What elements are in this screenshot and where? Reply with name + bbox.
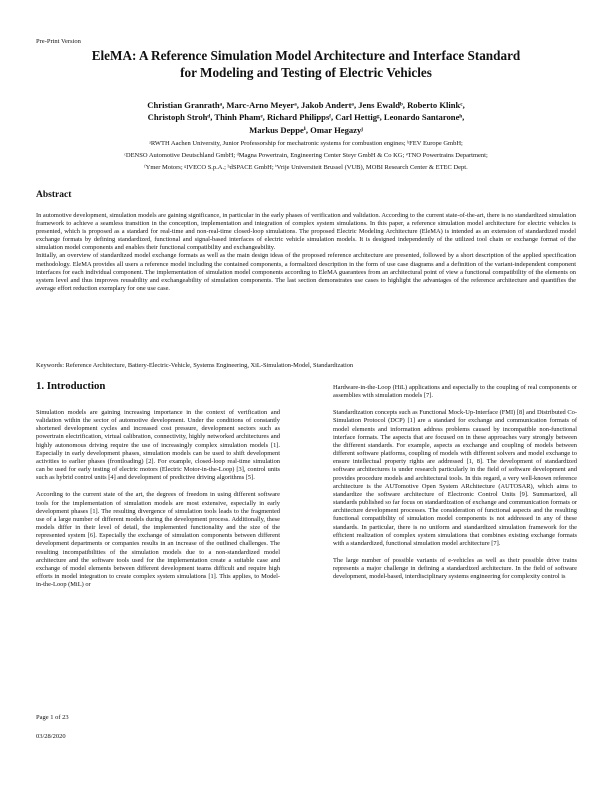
author-list — [60, 99, 552, 136]
affiliation-line-3: ᶠYmer Motors; ᵍIVECO S.p.A.; ʰdSPACE GmbH; ⁱVrije Universiteit Brussel (VUB), MOBI Research Center & ETEC Dept. — [144, 164, 468, 172]
abstract-paragraph: In automotive development, simulation models are gaining significance, in particular in the early phases of verification and validation. According to the current state-of-the-art, there is no standardized simulation framework to achieve a seamless transition in the conception, implementation and integration of complex system simulations. In this paper, a reference simulation model architecture for electric vehicles is presented, which is proposed as a standard for real-time and non-real-time closed-loop simulations. The proposed Electric Modeling Architecture (EleMA) is intended as an extension of standardized model exchange formats by defining standardized, functional and signal-based interfaces of electric vehicle simulation models. It is designed independently of the utilized tool chain or exchange format of the simulation model components and enables their functional compatibility and exchangeability. — [36, 212, 576, 252]
abstract-heading: Abstract — [36, 190, 72, 200]
abstract-body — [36, 212, 576, 293]
title-line-1: EleMA: A Reference Simulation Model Architecture and Interface Standard — [91, 48, 521, 63]
footer-date: 03/28/2020 — [36, 733, 66, 740]
left-column — [36, 409, 280, 598]
body-paragraph: Standardization concepts such as Functional Mock-Up-Interface (FMI) [8] and Distributed Co-Simulation Protocol (DCP) [1] are a standard for exchange and communication formats of model elements and information address problems caused by incompatible non-functional interface formats. The aspects that are focused on in these approaches vary strongly between the different standards. For example, aspects as exchange and coupling of models between different software platforms, coupling of models with different solvers and model exchange to ensure intellectual property rights are addressed [1, 8]. The development of standardized software architectures is under research particularly in the field of software development and provides procedure models and architectural tools. In this regard, a very well-known reference architecture is the AUTomotive Open System ARchitecture (AUTOSAR), which aims to standardize the software architecture of Electronic Control Units [9]. Summarized, all standards published so far focus on standardization of exchange and communication formats or architecture development processes. The consideration of functional aspects and the resulting functional compatibility of simulation model components is not addressed in any of these standards. In particular, there is no uniform and standardized simulation framework for the efficient realization of complex system simulations that combines existing exchange formats with a standardized, functional simulation model architecture [7]. — [333, 409, 577, 547]
preprint-label: Pre-Print Version — [36, 38, 81, 45]
affiliation-line-1: ᵃRWTH Aachen University, Junior Professorship for mechatronic systems for combustion engines; ᵇFEV Europe GmbH; — [149, 140, 463, 147]
authors-line-2: Christoph Strohᵈ, Thinh Phamᵉ, Richard Philippsᶠ, Carl Hettigᵍ, Leonardo Santaroneʰ, — [147, 112, 465, 123]
affiliation-line-2: ᶜDENSO Automotive Deutschland GmbH; ᵈMagna Powertrain, Engineering Center Steyr GmbH & Co KG; ᵉTNO Powertrains Department; — [124, 152, 488, 160]
authors-line-3: Markus Deppeⁱ, Omar Hegazyʲ — [249, 124, 363, 135]
affiliations — [36, 138, 576, 175]
keywords: Keywords: Reference Architecture, Battery-Electric-Vehicle, Systems Engineering, XiL-Simulation-Model, Standardization — [36, 362, 354, 369]
abstract-paragraph: Initially, an overview of standardized model exchange formats as well as the main design ideas of the proposed reference architecture are presented, followed by a short description of the applied specification methodology. EleMA provides all users a reference model including the contained components, a formalized description in the form of use case diagrams and a definition of the variant-independent component interfaces for each individual component. The implementation of simulation model components according to EleMA guarantees from an architectural point of view a functional compatibility of the elements on system level and thus improves reusability and exchangeability of simulation components. The last section demonstrates use cases to highlight the advantages of the reference architecture and quantifies the average effort reduction exemplary for one use case. — [36, 252, 576, 292]
authors-line-1: Christian Granrathᵃ, Marc-Arno Meyerᵃ, Jakob Andertᵃ, Jens Ewaldᵇ, Roberto Klinkᶜ, — [147, 100, 465, 110]
paper-title — [36, 47, 576, 81]
body-paragraph: Simulation models are gaining increasing importance in the context of verification and validation within the sector of automotive development. Under the conditions of constantly shortened development cycles and increased cost pressure, development sectors such as powertrain electrification, virtual calibration, connectivity, highly networked architectures and highly autonomous driving require the use of increasingly complex simulation models [1]. Especially in early development phases, simulation models can be used to shift development activities to earlier phases (frontloading) [2]. For example, closed-loop real-time simulation can be used for early testing of electric motors (Electric Motor-in-the-Loop) [3], control units such as hybrid control units [4] and development of predictive driving algorithms [5]. — [36, 409, 280, 482]
section-heading-introduction: 1. Introduction — [36, 380, 106, 392]
body-paragraph: Hardware-in-the-Loop (HiL) applications and especially to the coupling of real components or assemblies with simulation models [7]. — [333, 384, 577, 400]
body-paragraph: According to the current state of the art, the degrees of freedom in using different software tools for the implementation of simulation models are most extensive, especially in early development phases [1]. The resulting divergence of simulation tools leads to the fragmented use of a large number of different models during the development process. Additionally, these models differ in their level of detail, the implemented functionality and the size of the represented system [6]. Especially the exchange of simulation components between different development departments or companies results in an increase of the outlined challenges. The resulting incompatibilities of the simulation models due to a non-standardized model architecture and the software tools used for the implementation create a suitable case and exchange of model elements between different development teams difficult and require high efforts in model integration to create complex system simulations [1]. This applies, to Model-in-the-Loop (MiL) or — [36, 491, 280, 589]
title-line-2: for Modeling and Testing of Electric Vehicles — [180, 65, 432, 80]
right-column — [333, 384, 577, 590]
page-number: Page 1 of 23 — [36, 714, 69, 721]
body-paragraph: The large number of possible variants of e-vehicles as well as their possible drive trains represents a major challenge in defining a standardized architecture. In the field of software development, model-based, interdisciplinary systems engineering for complexity control is — [333, 556, 577, 581]
